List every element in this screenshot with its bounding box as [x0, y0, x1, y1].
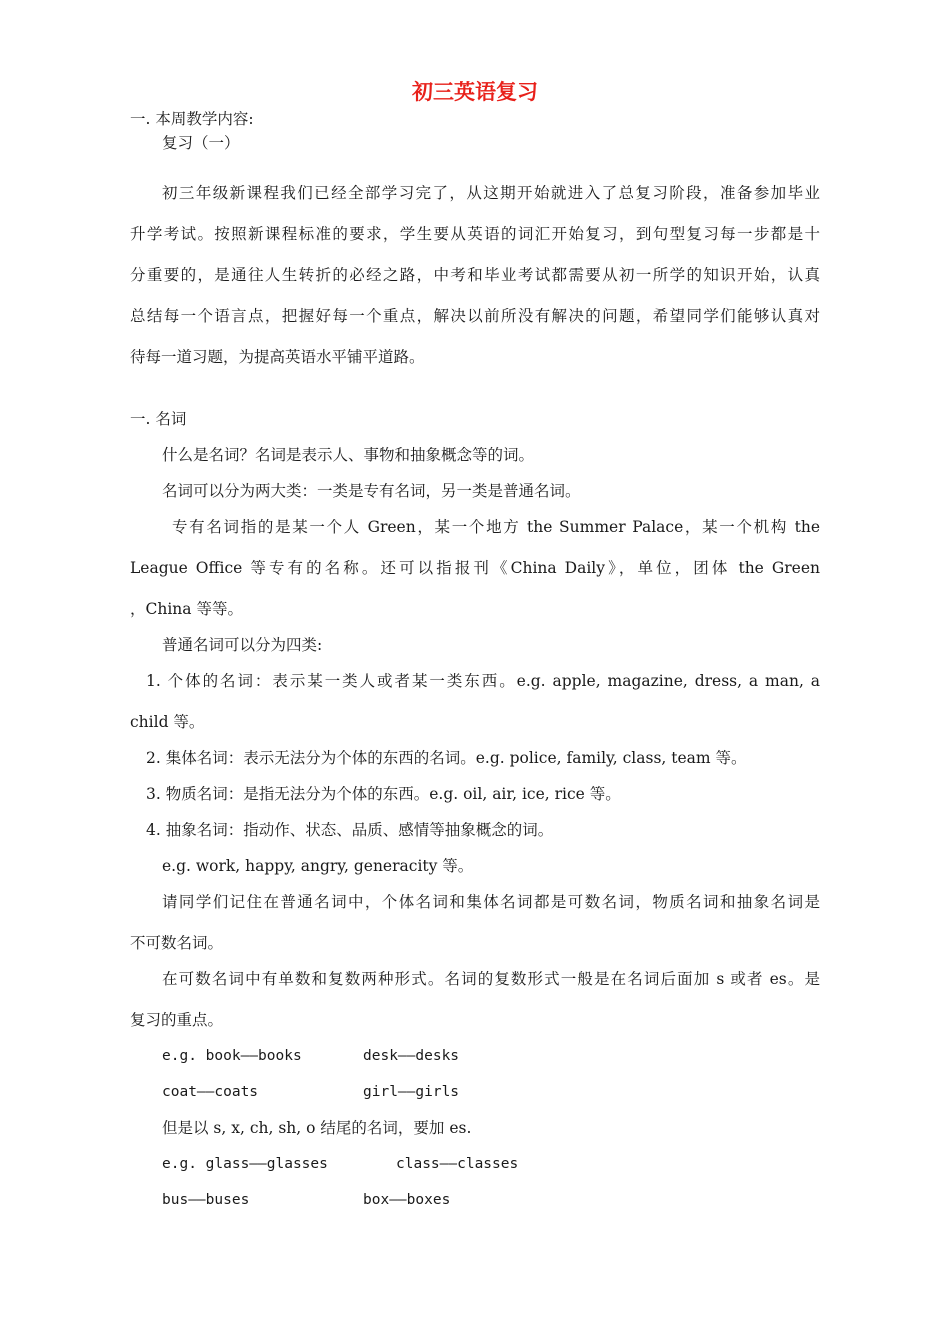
example-right: box——boxes — [363, 1192, 451, 1208]
example-left: bus——buses — [162, 1192, 250, 1208]
es-rule: 但是以 s, x, ch, sh, o 结尾的名词，要加 es. — [162, 1119, 472, 1137]
intro-line: 初三年级新课程我们已经全部学习完了，从这期开始就进入了总复习阶段，准备参加毕业 — [162, 184, 820, 202]
intro-line: 总结每一个语言点，把握好每一个重点，解决以前所没有解决的问题，希望同学们能够认真对 — [130, 307, 820, 325]
proper-noun-line: League Office 等专有的名称。还可以指报刊《China Daily》，单位，团体 the Green — [130, 559, 820, 577]
proper-noun-line: 专有名词指的是某一个人 Green，某一个地方 the Summer Palace，某一个机构 the — [172, 518, 820, 536]
intro-line: 升学考试。按照新课程标准的要求，学生要从英语的词汇开始复习，到句型复习每一步都是十 — [130, 225, 820, 243]
category-4-example: e.g. work, happy, angry, generacity 等。 — [162, 857, 474, 875]
example-left: coat——coats — [162, 1084, 259, 1100]
category-1: 1. 个体的名词：表示某一类人或者某一类东西。e.g. apple, magazine, dress, a man, a — [146, 672, 820, 690]
category-2: 2. 集体名词：表示无法分为个体的东西的名词。e.g. police, family, class, team 等。 — [146, 749, 747, 767]
noun-header: 一. 名词 — [130, 410, 187, 428]
proper-noun-line: ，China 等等。 — [130, 600, 243, 618]
noun-definition: 什么是名词？名词是表示人、事物和抽象概念等的词。 — [162, 446, 535, 464]
intro-line: 待每一道习题，为提高英语水平铺平道路。 — [130, 348, 425, 366]
section-header: 一. 本周教学内容: — [130, 110, 254, 128]
plural-note: 在可数名词中有单数和复数两种形式。名词的复数形式一般是在名词后面加 s 或者 es。是 — [162, 970, 820, 988]
document-title: 初三英语复习 — [412, 80, 538, 104]
category-3: 3. 物质名词：是指无法分为个体的东西。e.g. oil, air, ice, rice 等。 — [146, 785, 621, 803]
category-4: 4. 抽象名词：指动作、状态、品质、感情等抽象概念的词。 — [146, 821, 554, 839]
subtitle: 复习（一） — [162, 134, 240, 152]
countable-note: 请同学们记住在普通名词中，个体名词和集体名词都是可数名词，物质名词和抽象名词是 — [162, 893, 820, 911]
intro-line: 分重要的，是通往人生转折的必经之路，中考和毕业考试都需要从初一所学的知识开始，认真 — [130, 266, 820, 284]
example-right: desk——desks — [363, 1048, 460, 1064]
countable-note-cont: 不可数名词。 — [130, 934, 224, 952]
example-left: e.g. glass——glasses — [162, 1156, 328, 1172]
example-right: girl——girls — [363, 1084, 460, 1100]
noun-two-types: 名词可以分为两大类：一类是专有名词，另一类是普通名词。 — [162, 482, 581, 500]
common-noun-four-types: 普通名词可以分为四类: — [162, 636, 323, 654]
example-left: e.g. book——books — [162, 1048, 302, 1064]
example-right: class——classes — [396, 1156, 519, 1172]
category-1-cont: child 等。 — [130, 713, 205, 731]
plural-note-cont: 复习的重点。 — [130, 1011, 224, 1029]
